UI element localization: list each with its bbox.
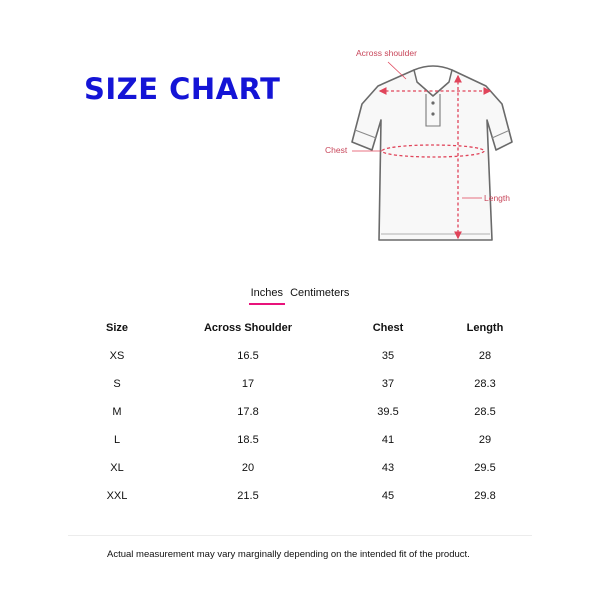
table-row <box>76 454 532 482</box>
tab-centimeters[interactable]: Centimeters <box>290 287 350 299</box>
cell-shoulder: 21.5 <box>237 490 259 502</box>
cell-shoulder: 18.5 <box>237 434 259 446</box>
cell-chest: 43 <box>381 462 395 474</box>
table-row <box>76 370 532 398</box>
cell-shoulder: 16.5 <box>237 350 259 362</box>
cell-size: XS <box>109 350 125 362</box>
cell-shoulder: 20 <box>241 462 255 474</box>
cell-length: 29 <box>478 434 492 446</box>
shirt-measurement-diagram <box>318 40 528 255</box>
page-title: SIZE CHART <box>84 72 281 106</box>
divider <box>68 535 532 536</box>
unit-tabs <box>0 287 600 305</box>
cell-length: 29.8 <box>474 490 496 502</box>
cell-length: 29.5 <box>474 462 496 474</box>
cell-size: XL <box>110 462 124 474</box>
cell-chest: 37 <box>381 378 395 390</box>
cell-size: XXL <box>106 490 128 502</box>
table-row <box>76 482 532 510</box>
table-row <box>76 398 532 426</box>
cell-chest: 45 <box>381 490 395 502</box>
label-length: Length <box>484 193 510 203</box>
cell-chest: 41 <box>381 434 395 446</box>
cell-shoulder: 17.8 <box>237 406 259 418</box>
header-chest: Chest <box>372 322 404 334</box>
cell-size: L <box>113 434 121 446</box>
cell-size: S <box>113 378 121 390</box>
cell-length: 28 <box>478 350 492 362</box>
cell-chest: 35 <box>381 350 395 362</box>
tab-inches[interactable]: Inches <box>249 287 285 305</box>
header-size: Size <box>105 322 128 334</box>
cell-length: 28.3 <box>474 378 496 390</box>
table-row <box>76 426 532 454</box>
header-length: Length <box>466 322 504 334</box>
header-across-shoulder: Across Shoulder <box>203 322 293 334</box>
table-header-row <box>76 314 532 342</box>
table-row <box>76 342 532 370</box>
label-chest: Chest <box>325 145 348 155</box>
cell-size: M <box>112 406 122 418</box>
measurement-footnote: Actual measurement may vary marginally depending on the intended fit of the product. <box>107 549 470 560</box>
cell-shoulder: 17 <box>241 378 255 390</box>
cell-chest: 39.5 <box>377 406 399 418</box>
size-table <box>76 314 532 510</box>
cell-length: 28.5 <box>474 406 496 418</box>
label-across-shoulder: Across shoulder <box>356 48 417 58</box>
